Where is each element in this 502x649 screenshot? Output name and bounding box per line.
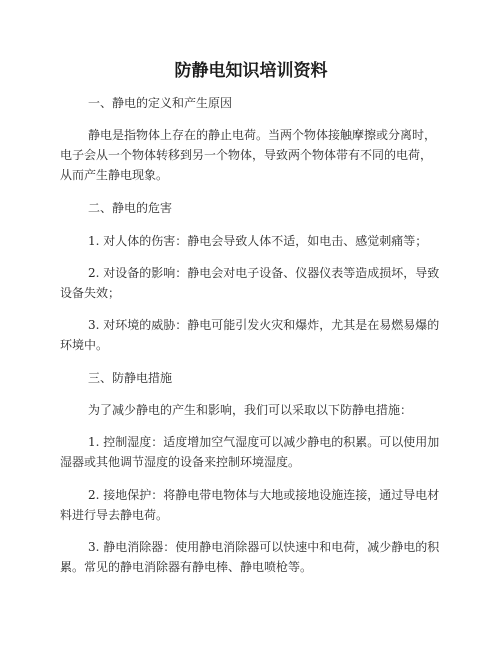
paragraph-line: 为了减少静电的产生和影响，我们可以采取以下防静电措施： xyxy=(88,403,413,417)
paragraph-line: 从而产生静电现象。 xyxy=(60,168,169,182)
paragraph-line: 电子会从一个物体转移到另一个物体，导致两个物体带有不同的电荷， xyxy=(60,148,433,162)
list-item-continuation: 湿器或其他调节湿度的设备来控制环境湿度。 xyxy=(60,455,301,469)
list-item: 3. 对环境的威胁：静电可能引发火灾和爆炸，尤其是在易燃易爆的 xyxy=(88,318,440,332)
document-title: 防静电知识培训资料 xyxy=(174,61,328,81)
list-item: 2. 接地保护：将静电带电物体与大地或接地设施连接，通过导电材 xyxy=(88,488,440,502)
list-item-continuation: 环境中。 xyxy=(60,338,109,352)
list-item-continuation: 累。常见的静电消除器有静电棒、静电喷枪等。 xyxy=(60,560,313,574)
list-item-continuation: 料进行导去静电荷。 xyxy=(60,508,169,522)
list-item-continuation: 设备失效； xyxy=(60,286,121,300)
section-heading-1: 一、静电的定义和产生原因 xyxy=(88,96,233,110)
list-item: 3. 静电消除器：使用静电消除器可以快速中和电荷，减少静电的积 xyxy=(88,540,440,554)
section-heading-3: 三、防静电措施 xyxy=(88,371,173,385)
list-item: 1. 对人体的伤害：静电会导致人体不适，如电击、感觉刺痛等； xyxy=(88,234,428,248)
list-item: 1. 控制湿度：适度增加空气湿度可以减少静电的积累。可以使用加 xyxy=(88,435,440,449)
paragraph-line: 静电是指物体上存在的静止电荷。当两个物体接触摩擦或分离时， xyxy=(88,128,437,142)
list-item: 2. 对设备的影响：静电会对电子设备、仪器仪表等造成损坏，导致 xyxy=(88,266,440,280)
section-heading-2: 二、静电的危害 xyxy=(88,201,173,215)
